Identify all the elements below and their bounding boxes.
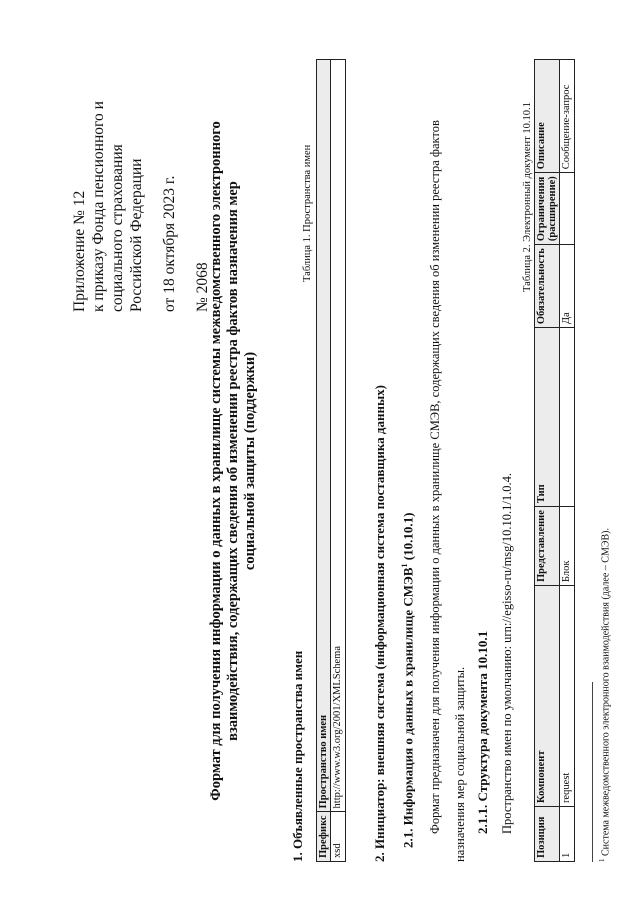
table1-cell: http://www.w3.org/2001/XMLSchema: [331, 60, 346, 812]
section2-heading: 2. Инициатор: внешняя система (информационная система поставщика данных): [372, 385, 387, 862]
table2-cell: [560, 328, 575, 507]
section1-heading: 1. Объявленные пространства имен: [290, 650, 305, 862]
title-line: взаимодействия, содержащих сведения об изменении реестра фактов назначения мер: [225, 181, 241, 741]
table2-header: Обязательность: [535, 245, 560, 328]
description-paragraph-cont: назначения мер социальной защиты.: [453, 666, 467, 862]
table2-caption: Таблица 2. Электронный документ 10.10.1: [522, 102, 533, 292]
table-row: [331, 60, 346, 862]
namespaces-table: [316, 59, 346, 862]
table2-cell: Сообщение-запрос: [560, 60, 575, 173]
annex-title: Приложение № 12: [71, 190, 88, 312]
table1-caption: Таблица 1. Пространства имен: [302, 144, 313, 282]
footnote: $^1$ Система межведомственного электронного взаимодействия (далее – СМЭВ).: [598, 528, 612, 862]
table2-cell: request: [560, 586, 575, 807]
document-title: [208, 0, 259, 922]
annex-line: Российской Федерации: [128, 158, 145, 312]
document-structure-table: [534, 59, 575, 862]
table1-cell: xsd: [331, 812, 346, 862]
table2-header: Ограничения (расширение): [535, 173, 560, 245]
annex-line: социального страхования: [109, 144, 126, 312]
description-paragraph: Формат предназначен для получения информации о данных в хранилище СМЭВ, содержащих сведения об изменении реестра фактов: [428, 120, 442, 834]
table-row: [560, 60, 575, 862]
subsection-heading: 2.1. Информация о данных в хранилище СМЭВ$^1$ (10.10.1): [400, 512, 416, 848]
table2-header: Компонент: [535, 586, 560, 807]
table2-cell: 1: [560, 807, 575, 862]
table2-cell: Да: [560, 245, 575, 328]
footnote-divider: [592, 682, 593, 862]
table1-header: Префикс: [317, 812, 331, 862]
annex-block: [70, 101, 212, 312]
annex-date: от 18 октября 2023 г.: [161, 175, 178, 312]
table2-header: Описание: [535, 60, 560, 173]
table1-header: Пространство имен: [317, 60, 331, 812]
title-line: Формат для получения информации о данных в хранилище системы межведомственного электронного: [208, 121, 224, 801]
table2-cell: [560, 173, 575, 245]
default-namespace: Пространство имен по умолчанию: urn://egisso-ru/msg/10.10.1/1.0.4.: [500, 473, 514, 834]
table2-header: Позиция: [535, 807, 560, 862]
annex-number: № 2068: [194, 262, 211, 312]
title-line: социальной защиты (поддержки): [242, 351, 258, 571]
table2-header: Тип: [535, 328, 560, 507]
structure-heading: 2.1.1. Структура документа 10.10.1: [475, 630, 490, 834]
table2-header: Представление: [535, 507, 560, 586]
table2-cell: Блок: [560, 507, 575, 586]
annex-line: к приказу Фонда пенсионного и: [90, 101, 107, 312]
